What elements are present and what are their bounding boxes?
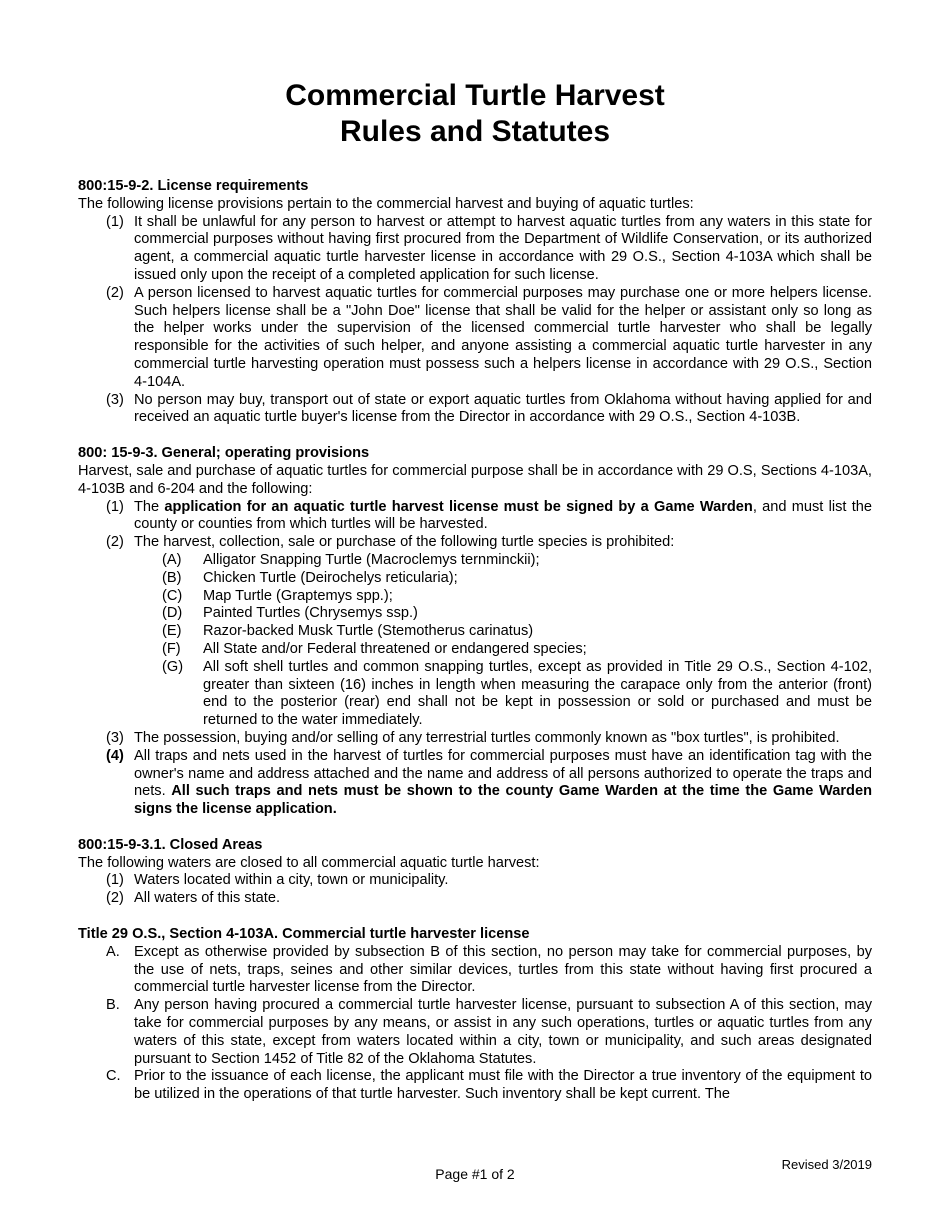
species-item bbox=[134, 659, 872, 730]
list-item bbox=[78, 730, 872, 748]
item-number: (1) bbox=[106, 498, 124, 515]
provision-list bbox=[78, 944, 872, 1104]
item-text: A person licensed to harvest aquatic turtles for commercial purposes may purchase one or more helpers license. Such helpers license shall be a "John Doe" license that shall be valid for the helper or assistant only so long as the helper works under the supervision of the licensed commercial turtle harvester who shall be legally responsible for the activities of such helper, and anyone assisting a commercial aquatic turtle harvester in any commercial turtle harvesting operation must possess such a helpers license in accordance with 29 O.S., Section 4-104A. bbox=[134, 284, 872, 390]
species-item bbox=[134, 623, 872, 641]
list-item bbox=[78, 748, 872, 819]
item-number: (2) bbox=[106, 284, 124, 301]
list-item bbox=[78, 872, 872, 890]
list-item bbox=[78, 285, 872, 392]
list-item bbox=[78, 214, 872, 285]
provision-list bbox=[78, 872, 872, 908]
title-line-2: Rules and Statutes bbox=[339, 115, 611, 148]
species-text: Razor-backed Musk Turtle (Stemotherus carinatus) bbox=[203, 623, 534, 640]
species-text: Alligator Snapping Turtle (Macroclemys ternminckii); bbox=[203, 551, 540, 568]
item-number: (1) bbox=[106, 213, 124, 230]
species-item bbox=[134, 641, 872, 659]
section-intro: The following waters are closed to all commercial aquatic turtle harvest: bbox=[78, 854, 540, 871]
item-text-post: , and must list the county or counties from which turtles will be harvested. bbox=[134, 498, 872, 533]
species-letter: (D) bbox=[162, 605, 183, 622]
item-text: The harvest, collection, sale or purchase of the following turtle species is prohibited: bbox=[134, 534, 675, 551]
item-text: Any person having procured a commercial turtle harvester license, pursuant to subsection A of this section, may take for commercial purposes by any means, or assist in any such operations, turtles or aquatic turtles from any waters of this state, except from waters located within a city, town or municipality, and such areas designated pursuant to Section 1452 of Title 82 of the Oklahoma Statutes. bbox=[134, 997, 872, 1067]
section-license-requirements bbox=[78, 178, 872, 427]
species-letter: (E) bbox=[162, 623, 182, 640]
species-letter: (F) bbox=[162, 640, 181, 657]
species-letter: (G) bbox=[162, 658, 184, 675]
section-operating-provisions bbox=[78, 445, 872, 819]
item-text: Waters located within a city, town or municipality. bbox=[134, 872, 449, 889]
item-text: No person may buy, transport out of state or export aquatic turtles from Oklahoma without having applied for and received an aquatic turtle buyer's license from the Director in accordance with 29 O.S., Section 4-103B. bbox=[134, 391, 872, 426]
item-number: (3) bbox=[106, 391, 124, 408]
species-letter: (B) bbox=[162, 569, 182, 586]
page-number: Page #1 of 2 bbox=[435, 1166, 515, 1182]
item-text-bold: application for an aquatic turtle harvest license must be signed by a Game Warden bbox=[164, 498, 753, 515]
provision-list bbox=[78, 499, 872, 819]
species-text: Chicken Turtle (Deirochelys reticularia); bbox=[203, 569, 458, 586]
section-intro: The following license provisions pertain to the commercial harvest and buying of aquatic turtles: bbox=[78, 195, 694, 212]
species-text: Painted Turtles (Chrysemys ssp.) bbox=[203, 605, 418, 622]
item-text-pre: All traps and nets used in the harvest of turtles for commercial purposes must have an identification tag with the owner's name and address attached and the name and address of all persons authorized to operate the traps and nets. bbox=[134, 747, 872, 800]
item-text-pre: The bbox=[134, 498, 165, 515]
item-text: It shall be unlawful for any person to harvest or attempt to harvest aquatic turtles from any waters in this state for commercial purposes without having first procured from the Department of Wildlife Conservation, or its authorized agent, a commercial aquatic turtle harvester license in accordance with 29 O.S., Section 4-103A which shall be issued only upon the receipt of a completed application for such license. bbox=[134, 213, 872, 283]
species-item bbox=[134, 605, 872, 623]
list-item bbox=[78, 997, 872, 1068]
species-text: All soft shell turtles and common snapping turtles, except as provided in Title 29 O.S., Section 4-102, greater than sixteen (16) inches in length when measuring the carapace only from the anterior (front) end to the posterior (rear) end shall not be kept in possession or sold or purchased and must be returned to the water immediately. bbox=[203, 658, 872, 729]
item-number: (1) bbox=[106, 872, 124, 889]
list-item bbox=[78, 890, 872, 908]
document-body bbox=[78, 178, 872, 1122]
list-item bbox=[78, 499, 872, 535]
item-text: All waters of this state. bbox=[134, 890, 280, 907]
item-text: Prior to the issuance of each license, the applicant must file with the Director a true inventory of the equipment to be utilized in the operations of that turtle harvester. Such inventory shall be kept current. The bbox=[134, 1068, 872, 1103]
title-line-1: Commercial Turtle Harvest bbox=[285, 79, 665, 112]
section-closed-areas bbox=[78, 837, 872, 908]
item-number: (2) bbox=[106, 534, 124, 551]
revision-date: Revised 3/2019 bbox=[781, 1157, 872, 1172]
species-list bbox=[134, 552, 872, 730]
list-item bbox=[78, 534, 872, 730]
species-item bbox=[134, 552, 872, 570]
item-text: Except as otherwise provided by subsection B of this section, no person may take for commercial purposes, by the use of nets, traps, seines and other similar devices, turtles from this state without having first procured a commercial turtle harvester license from the Director. bbox=[134, 943, 872, 996]
item-number: A. bbox=[106, 943, 120, 960]
item-number: C. bbox=[106, 1068, 121, 1085]
section-intro: Harvest, sale and purchase of aquatic turtles for commercial purpose shall be in accordance with 29 O.S, Sections 4-103A, 4-103B and 6-204 and the following: bbox=[78, 462, 872, 497]
species-letter: (C) bbox=[162, 587, 183, 604]
section-heading: 800:15-9-3.1. Closed Areas bbox=[78, 836, 263, 853]
provision-list bbox=[78, 214, 872, 428]
list-item bbox=[78, 944, 872, 997]
species-text: Map Turtle (Graptemys spp.); bbox=[203, 587, 393, 604]
section-heading: Title 29 O.S., Section 4-103A. Commercial turtle harvester license bbox=[78, 926, 530, 943]
list-item bbox=[78, 1068, 872, 1104]
species-item bbox=[134, 570, 872, 588]
section-harvester-license-statute bbox=[78, 926, 872, 1104]
list-item bbox=[78, 392, 872, 428]
item-number: (2) bbox=[106, 890, 124, 907]
document-title bbox=[0, 78, 950, 150]
item-number: B. bbox=[106, 997, 120, 1014]
item-text-bold: All such traps and nets must be shown to the county Game Warden at the time the Game Warden signs the license application. bbox=[134, 783, 872, 818]
item-number: (3) bbox=[106, 729, 124, 746]
section-heading: 800:15-9-2. License requirements bbox=[78, 178, 309, 194]
species-text: All State and/or Federal threatened or endangered species; bbox=[203, 640, 587, 657]
item-number: (4) bbox=[106, 747, 124, 764]
item-text: The possession, buying and/or selling of any terrestrial turtles commonly known as "box turtles", is prohibited. bbox=[134, 729, 840, 746]
species-letter: (A) bbox=[162, 551, 182, 568]
section-heading: 800: 15-9-3. General; operating provisions bbox=[78, 445, 370, 462]
species-item bbox=[134, 588, 872, 606]
